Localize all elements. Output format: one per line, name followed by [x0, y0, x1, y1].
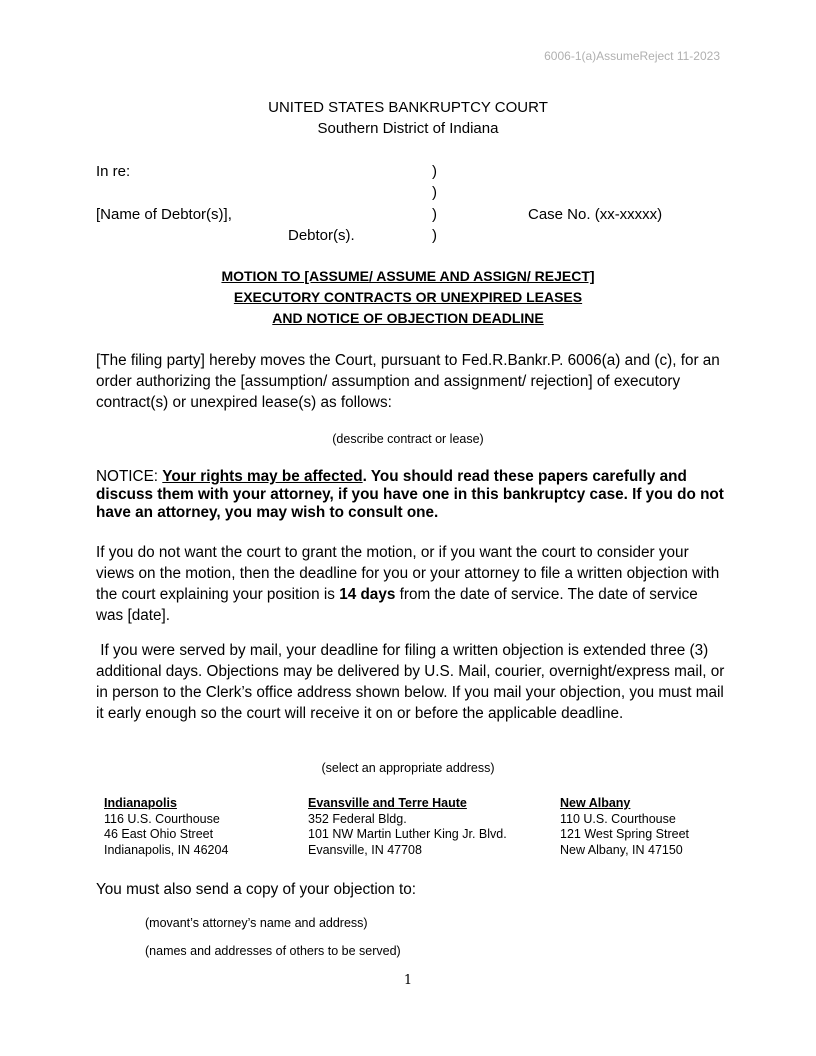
deadline-text: from the date of service. The date of service was [date].: [96, 586, 698, 624]
address-heading: Evansville and Terre Haute: [308, 796, 467, 810]
caption-paren: ): [432, 163, 437, 180]
deadline-text: If you do not want the court to grant the motion, or if you want the court to consider your views on the motion, then the deadline for you or your attorney to file a written objection with the court explaining your position is: [96, 544, 720, 603]
debtor-label: Debtor(s).: [288, 227, 355, 244]
debtor-name: [Name of Debtor(s)],: [96, 206, 232, 223]
notice-rest: . You should read these papers carefully and discuss them with your attorney, if you have one in this bankruptcy case. If you do not have an attorney, you may wish to consult one.: [96, 468, 724, 521]
court-district: Southern District of Indiana: [317, 120, 499, 137]
copy-to-line: You must also send a copy of your objection to:: [96, 881, 417, 898]
movant-placeholder: (movant’s attorney’s name and address): [145, 916, 368, 930]
title-line: MOTION TO [ASSUME/ ASSUME AND ASSIGN/ REJECT]: [221, 268, 595, 284]
select-address-placeholder: (select an appropriate address): [321, 761, 495, 775]
address-heading: Indianapolis: [104, 796, 177, 810]
court-name: UNITED STATES BANKRUPTCY COURT: [268, 99, 548, 116]
address-line: 121 West Spring Street: [560, 827, 690, 841]
deadline-paragraph: [96, 542, 726, 626]
address-line: 352 Federal Bldg.: [308, 811, 407, 826]
address-line: 110 U.S. Courthouse: [560, 811, 676, 826]
describe-placeholder: (describe contract or lease): [332, 432, 484, 446]
address-evansville: [308, 796, 507, 858]
court-heading: [0, 97, 816, 139]
address-line: Evansville, IN 47708: [308, 842, 422, 857]
address-line: Indianapolis, IN 46204: [104, 842, 229, 857]
caption-paren: ): [432, 184, 437, 201]
case-number: Case No. (xx-xxxxx): [528, 206, 663, 223]
notice-paragraph: [96, 468, 726, 522]
address-heading: New Albany: [560, 796, 631, 810]
in-re-label: In re:: [96, 163, 131, 180]
address-indianapolis: [104, 796, 228, 858]
motion-title: [0, 266, 816, 329]
caption-paren: ): [432, 227, 437, 244]
intro-paragraph: [The filing party] hereby moves the Court, pursuant to Fed.R.Bankr.P. 6006(a) and (c), for an order authorizing the [assumption/ assumption and assignment/ rejection] of executory contract(s) or unexpired lease(s) as follows:: [96, 352, 720, 411]
caption-paren: ): [432, 206, 437, 223]
page-number: 1: [403, 973, 413, 988]
notice-rights: Your rights may be affected: [162, 468, 363, 485]
deadline-days: 14 days: [339, 586, 396, 603]
title-line: EXECUTORY CONTRACTS OR UNEXPIRED LEASES: [233, 289, 583, 305]
address-new-albany: [560, 796, 689, 858]
address-line: 116 U.S. Courthouse: [104, 811, 220, 826]
others-placeholder: (names and addresses of others to be served): [145, 944, 401, 958]
form-id: 6006-1(a)AssumeReject 11-2023: [544, 49, 720, 63]
address-line: 101 NW Martin Luther King Jr. Blvd.: [308, 827, 507, 841]
title-line: AND NOTICE OF OBJECTION DEADLINE: [272, 310, 544, 326]
address-line: New Albany, IN 47150: [560, 842, 683, 857]
notice-label: NOTICE:: [96, 468, 163, 485]
mail-paragraph: If you were served by mail, your deadline for filing a written objection is extended three (3) additional days. Objections may be delivered by U.S. Mail, courier, overnight/express mail, or in person to the Clerk’s office address shown below. If you mail your objection, you must mail it early enough so the court will receive it on or before the applicable deadline.: [96, 642, 729, 722]
address-line: 46 East Ohio Street: [104, 827, 214, 841]
